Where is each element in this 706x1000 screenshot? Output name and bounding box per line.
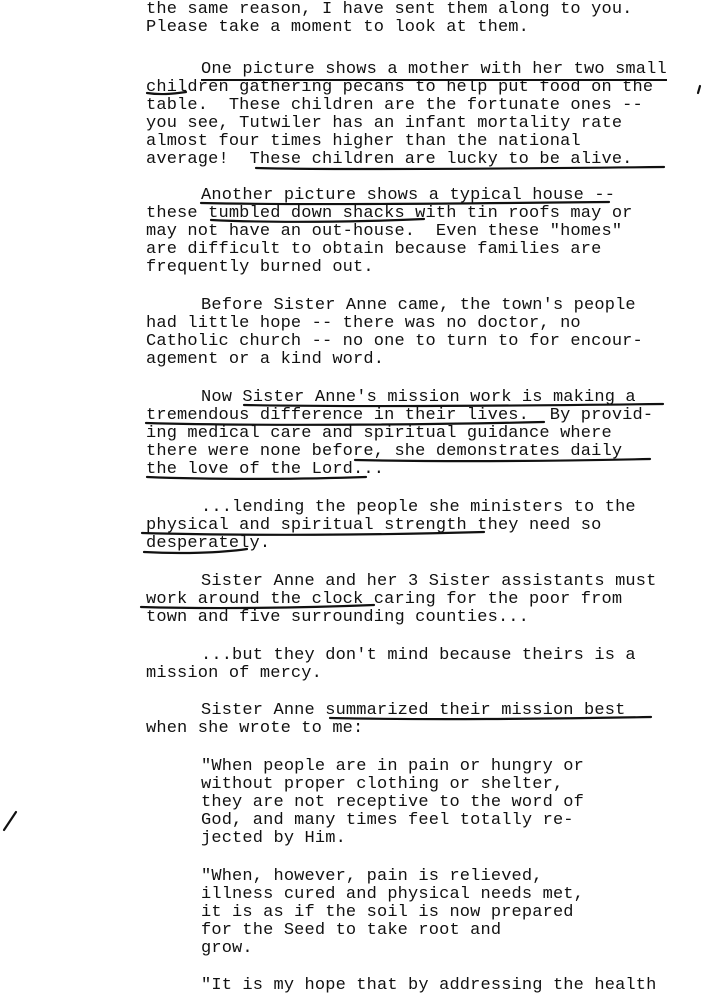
text-line: ...lending the people she ministers to the bbox=[201, 498, 636, 517]
quote-line: "It is my hope that by addressing the health bbox=[201, 976, 657, 995]
quote-line: without proper clothing or shelter, bbox=[201, 775, 564, 794]
underline-mark bbox=[142, 532, 484, 535]
underline-mark bbox=[211, 219, 424, 222]
text-line: when she wrote to me: bbox=[146, 719, 364, 738]
text-line: average! These children are lucky to be alive. bbox=[146, 150, 633, 169]
text-line: work around the clock caring for the poor from bbox=[146, 590, 623, 609]
quote-line: jected by Him. bbox=[201, 829, 346, 848]
text-line: Now Sister Anne's mission work is making a bbox=[201, 388, 636, 407]
underline-mark bbox=[244, 404, 663, 406]
text-line: Sister Anne and her 3 Sister assistants must bbox=[201, 572, 657, 591]
text-line: the same reason, I have sent them along to you. bbox=[146, 0, 633, 19]
text-line: table. These children are the fortunate ones -- bbox=[146, 96, 643, 115]
text-line: you see, Tutwiler has an infant mortality rate bbox=[146, 114, 623, 133]
text-line: tremendous difference in their lives. By provid- bbox=[146, 406, 654, 425]
quote-line: they are not receptive to the word of bbox=[201, 793, 585, 812]
quote-line: "When people are in pain or hungry or bbox=[201, 757, 585, 776]
text-line: Sister Anne summarized their mission best bbox=[201, 701, 626, 720]
text-line: children gathering pecans to help put food on the bbox=[146, 78, 654, 97]
text-line: desperately. bbox=[146, 534, 271, 553]
quote-line: grow. bbox=[201, 939, 253, 958]
text-line: mission of mercy. bbox=[146, 664, 322, 683]
text-line: the love of the Lord... bbox=[146, 460, 385, 479]
underline-mark bbox=[146, 422, 544, 425]
comma-mark bbox=[698, 86, 700, 93]
underline-mark bbox=[201, 202, 609, 204]
text-line: are difficult to obtain because families are bbox=[146, 240, 602, 259]
text-line: agement or a kind word. bbox=[146, 350, 385, 369]
text-line: these tumbled down shacks with tin roofs may or bbox=[146, 204, 633, 223]
text-line: physical and spiritual strength they need so bbox=[146, 516, 602, 535]
text-line: town and five surrounding counties... bbox=[146, 608, 530, 627]
quote-line: God, and many times feel totally re- bbox=[201, 811, 574, 830]
text-line: there were none before, she demonstrates daily bbox=[146, 442, 623, 461]
text-line: ...but they don't mind because theirs is a bbox=[201, 646, 636, 665]
underline-mark bbox=[144, 549, 247, 553]
text-line: ing medical care and spiritual guidance where bbox=[146, 424, 612, 443]
quote-line: it is as if the soil is now prepared bbox=[201, 903, 574, 922]
underline-mark bbox=[256, 167, 664, 169]
margin-slash-mark bbox=[4, 812, 16, 830]
text-line: Before Sister Anne came, the town's people bbox=[201, 296, 636, 315]
underline-mark bbox=[141, 605, 374, 608]
text-line: Another picture shows a typical house -- bbox=[201, 186, 616, 205]
text-line: Please take a moment to look at them. bbox=[146, 18, 530, 37]
text-line: almost four times higher than the national bbox=[146, 132, 581, 151]
quote-line: for the Seed to take root and bbox=[201, 921, 502, 940]
text-line: frequently burned out. bbox=[146, 258, 374, 277]
text-line: may not have an out-house. Even these "homes" bbox=[146, 222, 623, 241]
underline-mark bbox=[147, 477, 366, 479]
text-line-underlined: One picture shows a mother with her two small bbox=[201, 60, 667, 79]
underline-mark bbox=[330, 717, 651, 719]
underline-mark bbox=[355, 459, 650, 461]
quote-line: illness cured and physical needs met, bbox=[201, 885, 585, 904]
underline-mark bbox=[147, 92, 186, 94]
text-line: Catholic church -- no one to turn to for encour- bbox=[146, 332, 643, 351]
quote-line: "When, however, pain is relieved, bbox=[201, 867, 543, 886]
text-line: had little hope -- there was no doctor, no bbox=[146, 314, 581, 333]
